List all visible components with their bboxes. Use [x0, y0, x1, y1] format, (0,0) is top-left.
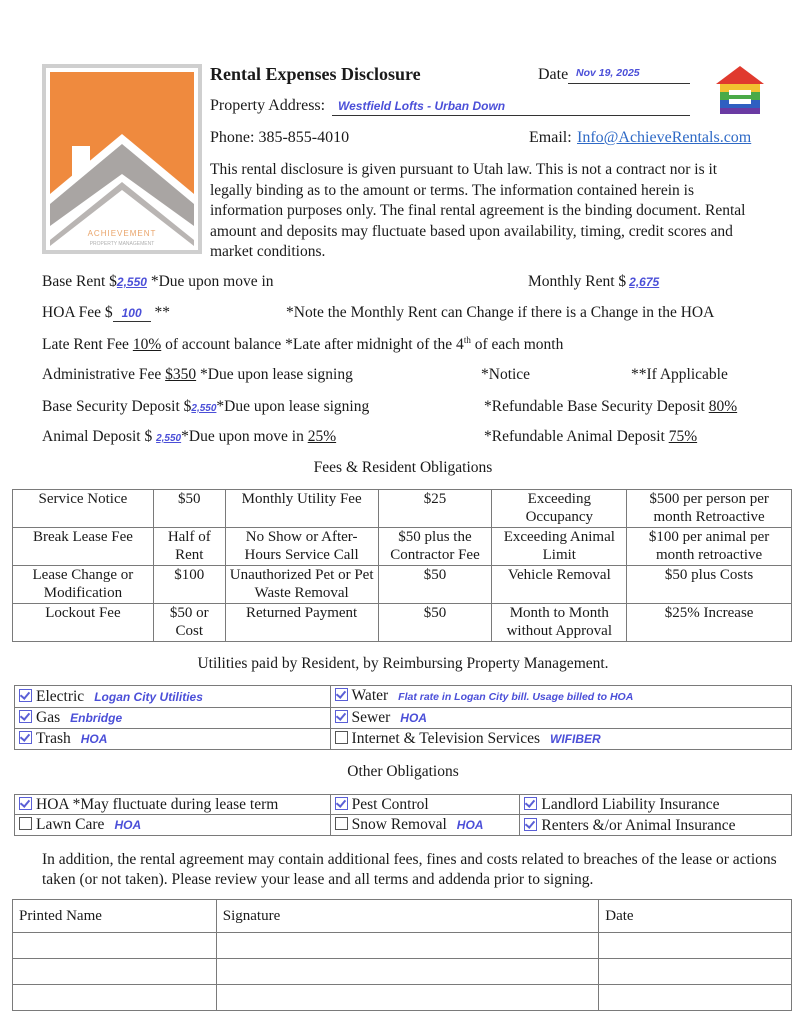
animal-deposit-line: [42, 428, 336, 446]
checkbox-checked-icon[interactable]: [335, 688, 348, 701]
fee-item: No Show or After-Hours Service Call: [225, 528, 378, 566]
fees-table-row: [13, 528, 792, 566]
checkbox-item[interactable]: [15, 795, 331, 815]
utilities-row: [15, 686, 792, 708]
animal-deposit-percent: 25%: [307, 428, 337, 445]
signature-field[interactable]: [216, 985, 598, 1011]
closing-paragraph: In addition, the rental agreement may contain additional fees, fines and costs related to breaches of the lease or actions taken (or not taken). Please review your lease and all terms and addenda prior to signing.: [42, 851, 777, 888]
late-fee-label: Late Rent Fee: [42, 336, 133, 354]
fee-item: Lease Change or Modification: [13, 566, 154, 604]
hoa-fee-value[interactable]: 100: [121, 306, 142, 320]
other-obligations-table: [14, 794, 792, 836]
checkbox-item[interactable]: [15, 708, 331, 729]
base-rent-note: *Due upon move in: [146, 273, 274, 290]
fees-table-row: [13, 566, 792, 604]
fee-amount: $25: [378, 490, 492, 528]
fee-amount: $25% Increase: [627, 604, 792, 642]
monthly-rent-line: [528, 273, 659, 291]
fee-amount: $50 plus the Contractor Fee: [378, 528, 492, 566]
signature-date-field[interactable]: [599, 959, 792, 985]
admin-fee-label: Administrative Fee: [42, 366, 166, 383]
checkbox-label: Internet & Television Services: [351, 730, 540, 747]
checkbox-item[interactable]: [15, 686, 331, 708]
signature-column-header: Date: [599, 900, 792, 933]
base-rent-label: Base Rent $: [42, 273, 117, 290]
checkbox-label: Pest Control: [351, 796, 429, 813]
signature-column-header: Signature: [216, 900, 598, 933]
notice-legend: *Notice: [481, 366, 531, 383]
animal-deposit-label: Animal Deposit $: [42, 428, 157, 445]
intro-paragraph: This rental disclosure is given pursuant to Utah law. This is not a contract nor is it legally binding as to the amount or terms. The information contained herein is information purposes only. The final rental agreement is the binding document. Rental amount and deposits may fluctuate based upon availability, timing, credit scores and market conditions.: [210, 161, 746, 260]
checkbox-checked-icon[interactable]: [335, 797, 348, 810]
fee-item: Exceeding Animal Limit: [492, 528, 627, 566]
late-fee-sup: th: [463, 335, 471, 345]
checkbox-unchecked-icon[interactable]: [19, 817, 32, 830]
signature-column-header: Printed Name: [13, 900, 217, 933]
provider-note[interactable]: WIFIBER: [550, 732, 601, 746]
date-value[interactable]: Nov 19, 2025: [576, 67, 640, 79]
checkbox-checked-icon[interactable]: [19, 797, 32, 810]
security-deposit-line: [42, 398, 369, 416]
svg-text:PROPERTY MANAGEMENT: PROPERTY MANAGEMENT: [89, 241, 155, 247]
if-applicable-legend: **If Applicable: [631, 366, 728, 383]
hoa-note: *Note the Monthly Rent can Change if there is a Change in the HOA: [286, 304, 715, 321]
monthly-rent-label: Monthly Rent $: [528, 273, 627, 290]
signature-row: [13, 959, 792, 985]
fee-amount: $50: [378, 604, 492, 642]
late-fee-note-end: of each month: [470, 336, 564, 354]
checkbox-item[interactable]: [15, 815, 331, 836]
provider-note[interactable]: Flat rate in Logan City bill. Usage billed to HOA: [398, 691, 634, 703]
hoa-fee-line: [42, 304, 170, 322]
fee-amount: $500 per person per month Retroactive: [627, 490, 792, 528]
checkbox-label: Water: [351, 687, 389, 704]
fee-item: Returned Payment: [225, 604, 378, 642]
checkbox-item[interactable]: [520, 815, 792, 836]
signature-date-field[interactable]: [599, 985, 792, 1011]
checkbox-label: Snow Removal: [351, 816, 447, 833]
checkbox-checked-icon[interactable]: [19, 710, 32, 723]
fee-amount: $100: [153, 566, 225, 604]
checkbox-checked-icon[interactable]: [19, 689, 32, 702]
provider-note[interactable]: Enbridge: [70, 711, 123, 725]
provider-note[interactable]: Logan City Utilities: [94, 689, 203, 704]
animal-deposit-value[interactable]: 2,550: [156, 433, 182, 444]
security-deposit-label: Base Security Deposit $: [42, 398, 192, 415]
checkbox-label: Sewer: [351, 709, 391, 726]
svg-text:ACHIEVEMENT: ACHIEVEMENT: [87, 229, 157, 238]
fee-amount: $50 or Cost: [153, 604, 225, 642]
fee-item: Monthly Utility Fee: [225, 490, 378, 528]
signature-date-field[interactable]: [599, 933, 792, 959]
admin-fee-line: [42, 366, 353, 384]
signature-header-row: [13, 900, 792, 933]
checkbox-unchecked-icon[interactable]: [335, 731, 348, 744]
refundable-animal-line: [484, 428, 697, 446]
checkbox-checked-icon[interactable]: [524, 797, 537, 810]
fee-item: Lockout Fee: [13, 604, 154, 642]
fee-amount: $50 plus Costs: [627, 566, 792, 604]
fee-item: Exceeding Occupancy: [492, 490, 627, 528]
checkbox-item[interactable]: [330, 815, 520, 836]
checkbox-label: Electric: [36, 687, 85, 705]
email-link[interactable]: Info@AchieveRentals.com: [577, 129, 752, 146]
fee-item: Break Lease Fee: [13, 528, 154, 566]
monthly-rent-value[interactable]: 2,675: [629, 275, 660, 289]
checkbox-item[interactable]: [15, 729, 331, 750]
checkbox-item[interactable]: [330, 708, 791, 729]
provider-note[interactable]: HOA: [456, 818, 484, 832]
property-address-value[interactable]: Westfield Lofts - Urban Down: [338, 99, 506, 113]
signature-field[interactable]: [216, 959, 598, 985]
checkbox-label: HOA *May fluctuate during lease term: [36, 796, 279, 813]
security-deposit-value[interactable]: 2,550: [191, 403, 217, 414]
fees-table-row: [13, 604, 792, 642]
admin-fee-value: $350: [165, 366, 197, 383]
printed-name-field[interactable]: [13, 985, 217, 1011]
checkbox-label: Lawn Care: [36, 816, 105, 833]
refundable-security-line: [484, 398, 737, 416]
checkbox-item[interactable]: [520, 795, 792, 815]
checkbox-item[interactable]: [330, 729, 791, 750]
other-obligations-row: [15, 795, 792, 815]
signature-row: [13, 985, 792, 1011]
late-fee-note: of account balance *Late after midnight of the 4: [161, 336, 464, 354]
fees-table-row: [13, 490, 792, 528]
refundable-animal-value: 75%: [668, 428, 698, 445]
email-label: Email:: [529, 129, 572, 146]
base-rent-line: [42, 273, 274, 291]
signature-field[interactable]: [216, 933, 598, 959]
base-rent-value[interactable]: 2,550: [116, 275, 147, 289]
security-deposit-note: *Due upon lease signing: [216, 398, 370, 415]
fees-section-title: Fees & Resident Obligations: [313, 459, 493, 476]
fee-amount: $50: [153, 490, 225, 528]
printed-name-field[interactable]: [13, 933, 217, 959]
checkbox-item[interactable]: [330, 795, 520, 815]
signature-row: [13, 933, 792, 959]
checkbox-item[interactable]: [330, 686, 791, 708]
checkbox-label: Renters &/or Animal Insurance: [541, 816, 736, 834]
utilities-row: [15, 729, 792, 750]
hoa-fee-label: HOA Fee $: [42, 304, 113, 321]
fee-amount: $100 per animal per month retroactive: [627, 528, 792, 566]
signature-table: [12, 899, 792, 1011]
fee-item: Month to Month without Approval: [492, 604, 627, 642]
phone-text: Phone: 385-855-4010: [210, 129, 350, 146]
company-logo: [42, 64, 202, 254]
provider-note[interactable]: HOA: [400, 711, 427, 725]
provider-note[interactable]: HOA: [114, 818, 142, 832]
document-title: Rental Expenses Disclosure: [210, 64, 421, 84]
fee-item: Unauthorized Pet or Pet Waste Removal: [225, 566, 378, 604]
other-section-title: Other Obligations: [347, 763, 459, 780]
checkbox-checked-icon[interactable]: [335, 710, 348, 723]
checkbox-checked-icon[interactable]: [19, 731, 32, 744]
fees-table: [12, 489, 792, 642]
other-obligations-row: [15, 815, 792, 836]
checkbox-label: Landlord Liability Insurance: [541, 796, 720, 813]
animal-deposit-note: *Due upon move in: [181, 428, 308, 445]
fee-amount: Half of Rent: [153, 528, 225, 566]
equal-housing-icon: [712, 64, 768, 116]
checkbox-checked-icon[interactable]: [524, 818, 537, 831]
checkbox-unchecked-icon[interactable]: [335, 817, 348, 830]
late-fee-value: 10%: [132, 336, 162, 354]
fee-item: Service Notice: [13, 490, 154, 528]
utilities-table: [14, 685, 792, 750]
checkbox-label: Trash: [36, 730, 71, 747]
fee-amount: $50: [378, 566, 492, 604]
date-label: Date: [538, 66, 569, 83]
house-roof-icon: [42, 64, 202, 254]
fee-item: Vehicle Removal: [492, 566, 627, 604]
admin-fee-note: *Due upon lease signing: [196, 366, 353, 383]
printed-name-field[interactable]: [13, 959, 217, 985]
refundable-animal-label: *Refundable Animal Deposit: [484, 428, 669, 445]
utilities-row: [15, 708, 792, 729]
utilities-section-title: Utilities paid by Resident, by Reimbursing Property Management.: [197, 655, 609, 672]
provider-note[interactable]: HOA: [80, 732, 108, 746]
refundable-security-label: *Refundable Base Security Deposit: [484, 398, 709, 415]
hoa-fee-mark: **: [154, 304, 170, 321]
refundable-security-value: 80%: [708, 398, 738, 415]
late-fee-line: [42, 335, 563, 354]
property-address-label: Property Address:: [210, 97, 326, 114]
checkbox-label: Gas: [36, 709, 61, 726]
